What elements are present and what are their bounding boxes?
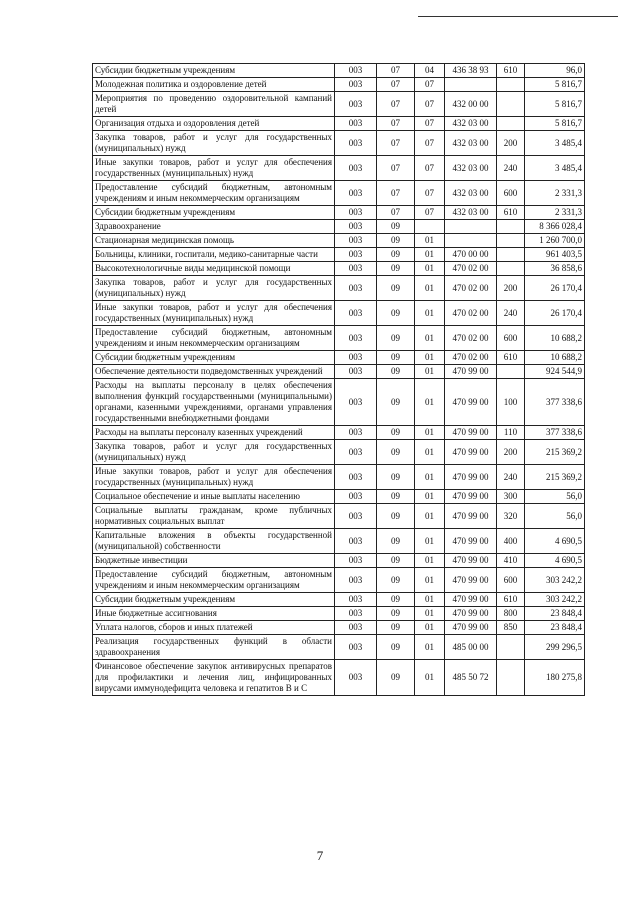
cell-ved: 003	[335, 568, 377, 593]
cell-ved: 003	[335, 326, 377, 351]
cell-expense-type: 240	[497, 156, 525, 181]
cell-subsection: 01	[415, 660, 445, 696]
cell-amount: 961 403,5	[525, 248, 585, 262]
cell-section: 09	[377, 301, 415, 326]
cell-name: Расходы на выплаты персоналу в целях обеспечения выполнения функций государственными (муниципальными) органами, казенными учреждениями, органами управления государственными внебюджетными фондами	[93, 379, 335, 426]
cell-ved: 003	[335, 206, 377, 220]
cell-expense-type: 800	[497, 607, 525, 621]
cell-target-article	[445, 234, 497, 248]
cell-amount: 26 170,4	[525, 276, 585, 301]
cell-amount: 5 816,7	[525, 92, 585, 117]
cell-expense-type	[497, 92, 525, 117]
cell-ved: 003	[335, 301, 377, 326]
table-row	[93, 465, 585, 490]
cell-ved: 003	[335, 220, 377, 234]
cell-amount: 36 858,6	[525, 262, 585, 276]
cell-subsection: 01	[415, 262, 445, 276]
cell-section: 09	[377, 607, 415, 621]
cell-expense-type: 200	[497, 440, 525, 465]
table-row	[93, 181, 585, 206]
cell-name: Субсидии бюджетным учреждениям	[93, 593, 335, 607]
cell-subsection: 01	[415, 568, 445, 593]
cell-expense-type: 600	[497, 326, 525, 351]
cell-target-article: 470 99 00	[445, 490, 497, 504]
cell-ved: 003	[335, 248, 377, 262]
table-row	[93, 529, 585, 554]
table-row	[93, 365, 585, 379]
cell-subsection: 01	[415, 490, 445, 504]
cell-ved: 003	[335, 440, 377, 465]
cell-ved: 003	[335, 593, 377, 607]
cell-section: 09	[377, 465, 415, 490]
cell-name: Закупка товаров, работ и услуг для государственных (муниципальных) нужд	[93, 440, 335, 465]
cell-expense-type: 240	[497, 301, 525, 326]
cell-subsection: 01	[415, 593, 445, 607]
cell-section: 09	[377, 660, 415, 696]
cell-expense-type	[497, 248, 525, 262]
cell-target-article	[445, 78, 497, 92]
cell-expense-type: 600	[497, 181, 525, 206]
cell-amount: 56,0	[525, 490, 585, 504]
cell-section: 07	[377, 156, 415, 181]
cell-section: 07	[377, 64, 415, 78]
cell-ved: 003	[335, 262, 377, 276]
cell-ved: 003	[335, 465, 377, 490]
cell-section: 07	[377, 78, 415, 92]
cell-name: Предоставление субсидий бюджетным, автономным учреждениям и иным некоммерческим организациям	[93, 326, 335, 351]
cell-target-article: 470 99 00	[445, 554, 497, 568]
cell-ved: 003	[335, 64, 377, 78]
cell-target-article: 470 02 00	[445, 351, 497, 365]
cell-subsection: 01	[415, 607, 445, 621]
cell-expense-type: 850	[497, 621, 525, 635]
cell-subsection: 01	[415, 621, 445, 635]
table-row	[93, 64, 585, 78]
cell-amount: 215 369,2	[525, 465, 585, 490]
table-row	[93, 635, 585, 660]
cell-name: Мероприятия по проведению оздоровительной кампаний детей	[93, 92, 335, 117]
table-row	[93, 504, 585, 529]
cell-expense-type: 400	[497, 529, 525, 554]
cell-section: 07	[377, 131, 415, 156]
cell-subsection: 01	[415, 440, 445, 465]
cell-name: Закупка товаров, работ и услуг для государственных (муниципальных) нужд	[93, 131, 335, 156]
cell-subsection: 04	[415, 64, 445, 78]
cell-subsection: 07	[415, 206, 445, 220]
cell-amount: 10 688,2	[525, 326, 585, 351]
cell-section: 09	[377, 504, 415, 529]
cell-target-article: 470 02 00	[445, 301, 497, 326]
table-row	[93, 568, 585, 593]
table-row	[93, 607, 585, 621]
table-row	[93, 276, 585, 301]
cell-expense-type: 610	[497, 593, 525, 607]
cell-section: 09	[377, 326, 415, 351]
cell-section: 07	[377, 206, 415, 220]
table-row	[93, 117, 585, 131]
cell-subsection	[415, 220, 445, 234]
cell-expense-type: 610	[497, 351, 525, 365]
cell-section: 09	[377, 365, 415, 379]
cell-section: 09	[377, 276, 415, 301]
cell-section: 07	[377, 92, 415, 117]
cell-subsection: 07	[415, 92, 445, 117]
cell-ved: 003	[335, 234, 377, 248]
table-body	[93, 64, 585, 696]
cell-amount: 2 331,3	[525, 181, 585, 206]
cell-ved: 003	[335, 621, 377, 635]
cell-amount: 8 366 028,4	[525, 220, 585, 234]
cell-section: 09	[377, 440, 415, 465]
cell-name: Иные закупки товаров, работ и услуг для обеспечения государственных (муниципальных) нужд	[93, 465, 335, 490]
table-row	[93, 379, 585, 426]
cell-section: 09	[377, 351, 415, 365]
table-row	[93, 426, 585, 440]
cell-ved: 003	[335, 351, 377, 365]
cell-name: Обеспечение деятельности подведомственных учреждений	[93, 365, 335, 379]
cell-expense-type	[497, 117, 525, 131]
table-row	[93, 326, 585, 351]
cell-target-article: 470 99 00	[445, 621, 497, 635]
cell-name: Уплата налогов, сборов и иных платежей	[93, 621, 335, 635]
cell-section: 07	[377, 117, 415, 131]
cell-target-article: 470 99 00	[445, 504, 497, 529]
cell-section: 09	[377, 568, 415, 593]
cell-expense-type	[497, 365, 525, 379]
cell-name: Предоставление субсидий бюджетным, автономным учреждениям и иным некоммерческим организациям	[93, 181, 335, 206]
cell-subsection: 01	[415, 248, 445, 262]
cell-ved: 003	[335, 426, 377, 440]
cell-expense-type: 240	[497, 465, 525, 490]
cell-subsection: 07	[415, 156, 445, 181]
cell-target-article: 485 50 72	[445, 660, 497, 696]
cell-ved: 003	[335, 607, 377, 621]
budget-table	[92, 63, 585, 696]
cell-name: Субсидии бюджетным учреждениям	[93, 64, 335, 78]
cell-ved: 003	[335, 117, 377, 131]
cell-amount: 26 170,4	[525, 301, 585, 326]
cell-amount: 4 690,5	[525, 529, 585, 554]
cell-amount: 377 338,6	[525, 426, 585, 440]
cell-amount: 3 485,4	[525, 131, 585, 156]
cell-amount: 56,0	[525, 504, 585, 529]
cell-target-article: 470 99 00	[445, 593, 497, 607]
cell-section: 09	[377, 248, 415, 262]
table-row	[93, 206, 585, 220]
cell-target-article: 470 00 00	[445, 248, 497, 262]
table-row	[93, 351, 585, 365]
cell-amount: 5 816,7	[525, 78, 585, 92]
cell-ved: 003	[335, 529, 377, 554]
cell-name: Стационарная медицинская помощь	[93, 234, 335, 248]
table-row	[93, 621, 585, 635]
cell-subsection: 01	[415, 529, 445, 554]
top-rule	[418, 16, 618, 17]
cell-amount: 1 260 700,0	[525, 234, 585, 248]
cell-section: 09	[377, 220, 415, 234]
cell-name: Организация отдыха и оздоровления детей	[93, 117, 335, 131]
cell-name: Молодежная политика и оздоровление детей	[93, 78, 335, 92]
cell-expense-type	[497, 262, 525, 276]
cell-section: 09	[377, 379, 415, 426]
table-row	[93, 78, 585, 92]
cell-target-article: 470 99 00	[445, 529, 497, 554]
cell-target-article: 470 99 00	[445, 568, 497, 593]
cell-amount: 924 544,9	[525, 365, 585, 379]
cell-amount: 4 690,5	[525, 554, 585, 568]
cell-amount: 377 338,6	[525, 379, 585, 426]
cell-section: 09	[377, 490, 415, 504]
table-row	[93, 156, 585, 181]
cell-subsection: 01	[415, 326, 445, 351]
cell-subsection: 07	[415, 131, 445, 156]
cell-expense-type: 100	[497, 379, 525, 426]
cell-target-article: 470 99 00	[445, 440, 497, 465]
cell-name: Предоставление субсидий бюджетным, автономным учреждениям и иным некоммерческим организациям	[93, 568, 335, 593]
cell-ved: 003	[335, 181, 377, 206]
table-row	[93, 593, 585, 607]
table-row	[93, 248, 585, 262]
cell-target-article: 470 02 00	[445, 262, 497, 276]
cell-ved: 003	[335, 554, 377, 568]
cell-subsection: 01	[415, 365, 445, 379]
cell-target-article: 432 03 00	[445, 117, 497, 131]
cell-name: Реализация государственных функций в области здравоохранения	[93, 635, 335, 660]
cell-name: Высокотехнологичные виды медицинской помощи	[93, 262, 335, 276]
cell-target-article: 470 02 00	[445, 276, 497, 301]
cell-ved: 003	[335, 504, 377, 529]
cell-amount: 299 296,5	[525, 635, 585, 660]
cell-subsection: 01	[415, 276, 445, 301]
cell-amount: 5 816,7	[525, 117, 585, 131]
cell-expense-type	[497, 234, 525, 248]
cell-name: Капитальные вложения в объекты государственной (муниципальной) собственности	[93, 529, 335, 554]
cell-ved: 003	[335, 156, 377, 181]
cell-section: 09	[377, 635, 415, 660]
cell-expense-type: 610	[497, 206, 525, 220]
cell-name: Финансовое обеспечение закупок антивирусных препаратов для профилактики и лечения лиц, инфицированных вирусами иммунодефицита человека и гепатитов В и С	[93, 660, 335, 696]
cell-amount: 23 848,4	[525, 621, 585, 635]
cell-expense-type: 600	[497, 568, 525, 593]
cell-name: Закупка товаров, работ и услуг для государственных (муниципальных) нужд	[93, 276, 335, 301]
cell-expense-type	[497, 635, 525, 660]
cell-target-article: 432 03 00	[445, 156, 497, 181]
cell-section: 09	[377, 593, 415, 607]
cell-name: Субсидии бюджетным учреждениям	[93, 206, 335, 220]
cell-expense-type: 610	[497, 64, 525, 78]
cell-target-article: 432 00 00	[445, 92, 497, 117]
cell-amount: 23 848,4	[525, 607, 585, 621]
cell-name: Иные закупки товаров, работ и услуг для обеспечения государственных (муниципальных) нужд	[93, 301, 335, 326]
cell-amount: 3 485,4	[525, 156, 585, 181]
cell-name: Иные бюджетные ассигнования	[93, 607, 335, 621]
table-row	[93, 131, 585, 156]
cell-expense-type	[497, 78, 525, 92]
cell-target-article: 470 99 00	[445, 607, 497, 621]
cell-subsection: 07	[415, 181, 445, 206]
cell-subsection: 01	[415, 234, 445, 248]
cell-name: Субсидии бюджетным учреждениям	[93, 351, 335, 365]
table-row	[93, 234, 585, 248]
cell-target-article: 470 02 00	[445, 326, 497, 351]
cell-subsection: 01	[415, 635, 445, 660]
cell-expense-type: 410	[497, 554, 525, 568]
cell-expense-type: 300	[497, 490, 525, 504]
cell-subsection: 07	[415, 78, 445, 92]
cell-ved: 003	[335, 276, 377, 301]
cell-amount: 303 242,2	[525, 593, 585, 607]
table-row	[93, 440, 585, 465]
cell-expense-type: 200	[497, 276, 525, 301]
cell-target-article: 432 03 00	[445, 181, 497, 206]
cell-name: Социальное обеспечение и иные выплаты населению	[93, 490, 335, 504]
cell-section: 09	[377, 621, 415, 635]
cell-name: Социальные выплаты гражданам, кроме публичных нормативных социальных выплат	[93, 504, 335, 529]
cell-expense-type: 200	[497, 131, 525, 156]
cell-section: 09	[377, 234, 415, 248]
cell-name: Расходы на выплаты персоналу казенных учреждений	[93, 426, 335, 440]
cell-name: Бюджетные инвестиции	[93, 554, 335, 568]
cell-ved: 003	[335, 131, 377, 156]
page-number: 7	[316, 848, 324, 863]
cell-target-article: 432 03 00	[445, 131, 497, 156]
table-row	[93, 301, 585, 326]
cell-ved: 003	[335, 365, 377, 379]
cell-section: 09	[377, 554, 415, 568]
cell-ved: 003	[335, 379, 377, 426]
cell-amount: 180 275,8	[525, 660, 585, 696]
table-row	[93, 660, 585, 696]
cell-amount: 96,0	[525, 64, 585, 78]
cell-subsection: 01	[415, 465, 445, 490]
cell-amount: 215 369,2	[525, 440, 585, 465]
table-row	[93, 490, 585, 504]
cell-ved: 003	[335, 490, 377, 504]
cell-subsection: 01	[415, 554, 445, 568]
cell-section: 09	[377, 262, 415, 276]
cell-subsection: 01	[415, 426, 445, 440]
table-row	[93, 262, 585, 276]
table-row	[93, 92, 585, 117]
cell-section: 07	[377, 181, 415, 206]
cell-target-article: 470 99 00	[445, 365, 497, 379]
table-row	[93, 220, 585, 234]
cell-name: Больницы, клиники, госпитали, медико-санитарные части	[93, 248, 335, 262]
cell-target-article: 470 99 00	[445, 379, 497, 426]
cell-subsection: 01	[415, 301, 445, 326]
cell-target-article	[445, 220, 497, 234]
cell-target-article: 436 38 93	[445, 64, 497, 78]
cell-amount: 2 331,3	[525, 206, 585, 220]
table-row	[93, 554, 585, 568]
cell-subsection: 01	[415, 351, 445, 365]
cell-target-article: 485 00 00	[445, 635, 497, 660]
cell-ved: 003	[335, 78, 377, 92]
cell-subsection: 07	[415, 117, 445, 131]
cell-target-article: 470 99 00	[445, 465, 497, 490]
cell-expense-type	[497, 220, 525, 234]
cell-target-article: 432 03 00	[445, 206, 497, 220]
cell-subsection: 01	[415, 504, 445, 529]
cell-section: 09	[377, 426, 415, 440]
cell-expense-type: 110	[497, 426, 525, 440]
cell-expense-type	[497, 660, 525, 696]
cell-subsection: 01	[415, 379, 445, 426]
cell-section: 09	[377, 529, 415, 554]
cell-amount: 10 688,2	[525, 351, 585, 365]
cell-target-article: 470 99 00	[445, 426, 497, 440]
cell-amount: 303 242,2	[525, 568, 585, 593]
cell-expense-type: 320	[497, 504, 525, 529]
cell-ved: 003	[335, 660, 377, 696]
cell-name: Иные закупки товаров, работ и услуг для обеспечения государственных (муниципальных) нужд	[93, 156, 335, 181]
cell-ved: 003	[335, 92, 377, 117]
cell-ved: 003	[335, 635, 377, 660]
cell-name: Здравоохранение	[93, 220, 335, 234]
